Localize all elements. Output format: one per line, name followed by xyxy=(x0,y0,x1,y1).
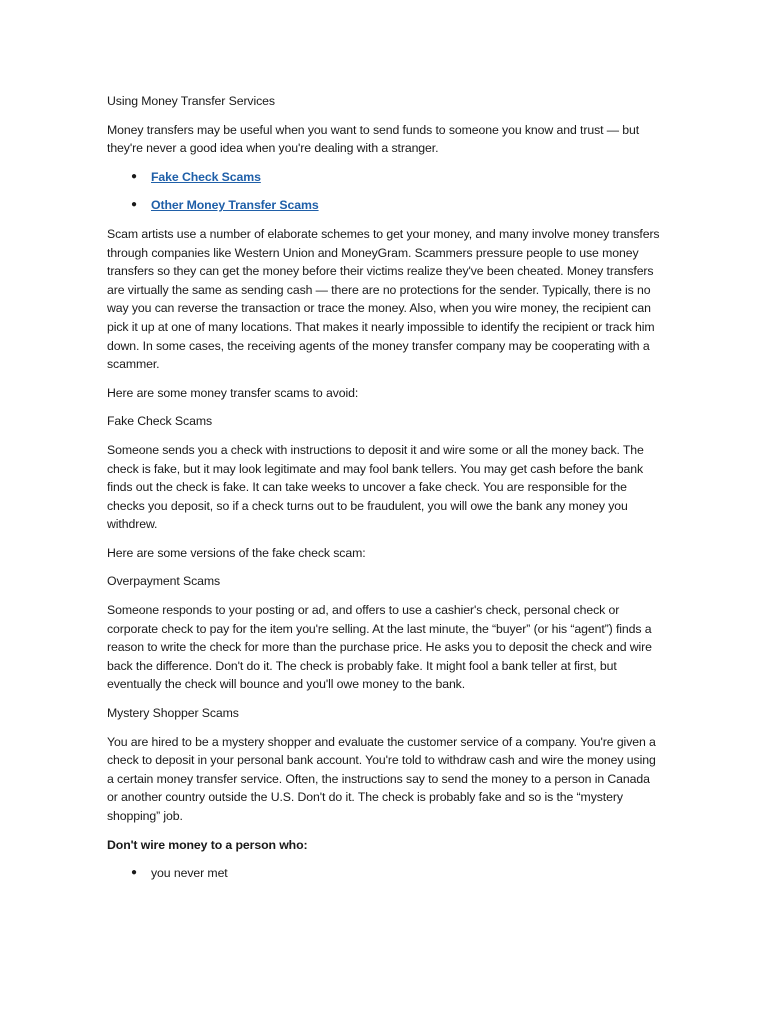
dont-wire-list xyxy=(107,864,663,883)
other-money-transfer-scams-link[interactable]: Other Money Transfer Scams xyxy=(151,198,319,213)
document-title: Using Money Transfer Services xyxy=(107,94,275,108)
scam-artists-paragraph: Scam artists use a number of elaborate schemes to get your money, and many involve money transfers through companies like Western Union and MoneyGram. Scammers pressure people to use money transfers so they can get the money before their victims realize they've been cheated. Money transfers are virtually the same as sending cash — there are no protections for the sender. Typically, there is no way you can reverse the transaction or trace the money. Also, when you wire money, the recipient can pick it up at one of many locations. That makes it nearly impossible to identify the recipient or track him down. In some cases, the receiving agents of the money transfer company may be cooperating with a scammer. xyxy=(107,226,660,372)
fake-check-versions-paragraph: Here are some versions of the fake check scam: xyxy=(107,545,366,560)
fake-check-scams-link[interactable]: Fake Check Scams xyxy=(151,169,261,184)
dont-wire-heading: Don't wire money to a person who: xyxy=(107,837,308,852)
bullet-icon: ● xyxy=(131,199,137,211)
mystery-shopper-heading: Mystery Shopper Scams xyxy=(107,706,239,721)
mystery-shopper-paragraph: You are hired to be a mystery shopper and evaluate the customer service of a company. You're given a check to deposit in your personal bank account. You're told to withdraw cash and wire the money using a certain money transfer service. Often, the instructions say to send the money to a person in Canada or another country outside the U.S. Don't do it. The check is probably fake and so is the “mystery shopping” job. xyxy=(107,734,656,823)
intro-paragraph: Money transfers may be useful when you want to send funds to someone you know and trust — but they're never a good idea when you're dealing with a stranger. xyxy=(107,122,640,156)
list-item xyxy=(107,196,663,215)
overpayment-heading: Overpayment Scams xyxy=(107,574,221,589)
fake-check-heading: Fake Check Scams xyxy=(107,414,213,429)
list-item xyxy=(107,864,663,883)
bullet-icon: ● xyxy=(131,867,137,879)
overpayment-paragraph: Someone responds to your posting or ad, and offers to use a cashier's check, personal check or corporate check to pay for the item you're selling. At the last minute, the “buyer” (or his “agent”) finds a reason to write the check for more than the purchase price. He asks you to deposit the check and wire back the difference. Don't do it. The check is probably fake. It might fool a bank teller at first, but eventually the check will bounce and you'll owe money to the bank. xyxy=(107,603,652,692)
bullet-icon: ● xyxy=(131,170,137,182)
scams-to-avoid-paragraph: Here are some money transfer scams to avoid: xyxy=(107,385,359,400)
list-item xyxy=(107,168,663,187)
link-list xyxy=(107,168,663,215)
document-page xyxy=(107,92,663,893)
fake-check-paragraph: Someone sends you a check with instructions to deposit it and wire some or all the money back. The check is fake, but it may look legitimate and may fool bank tellers. You may get cash before the bank finds out the check is fake. It can take weeks to uncover a fake check. You are responsible for the checks you deposit, so if a check turns out to be fraudulent, you will owe the bank any money you withdrew. xyxy=(107,442,644,532)
list-item-label: you never met xyxy=(151,866,228,881)
